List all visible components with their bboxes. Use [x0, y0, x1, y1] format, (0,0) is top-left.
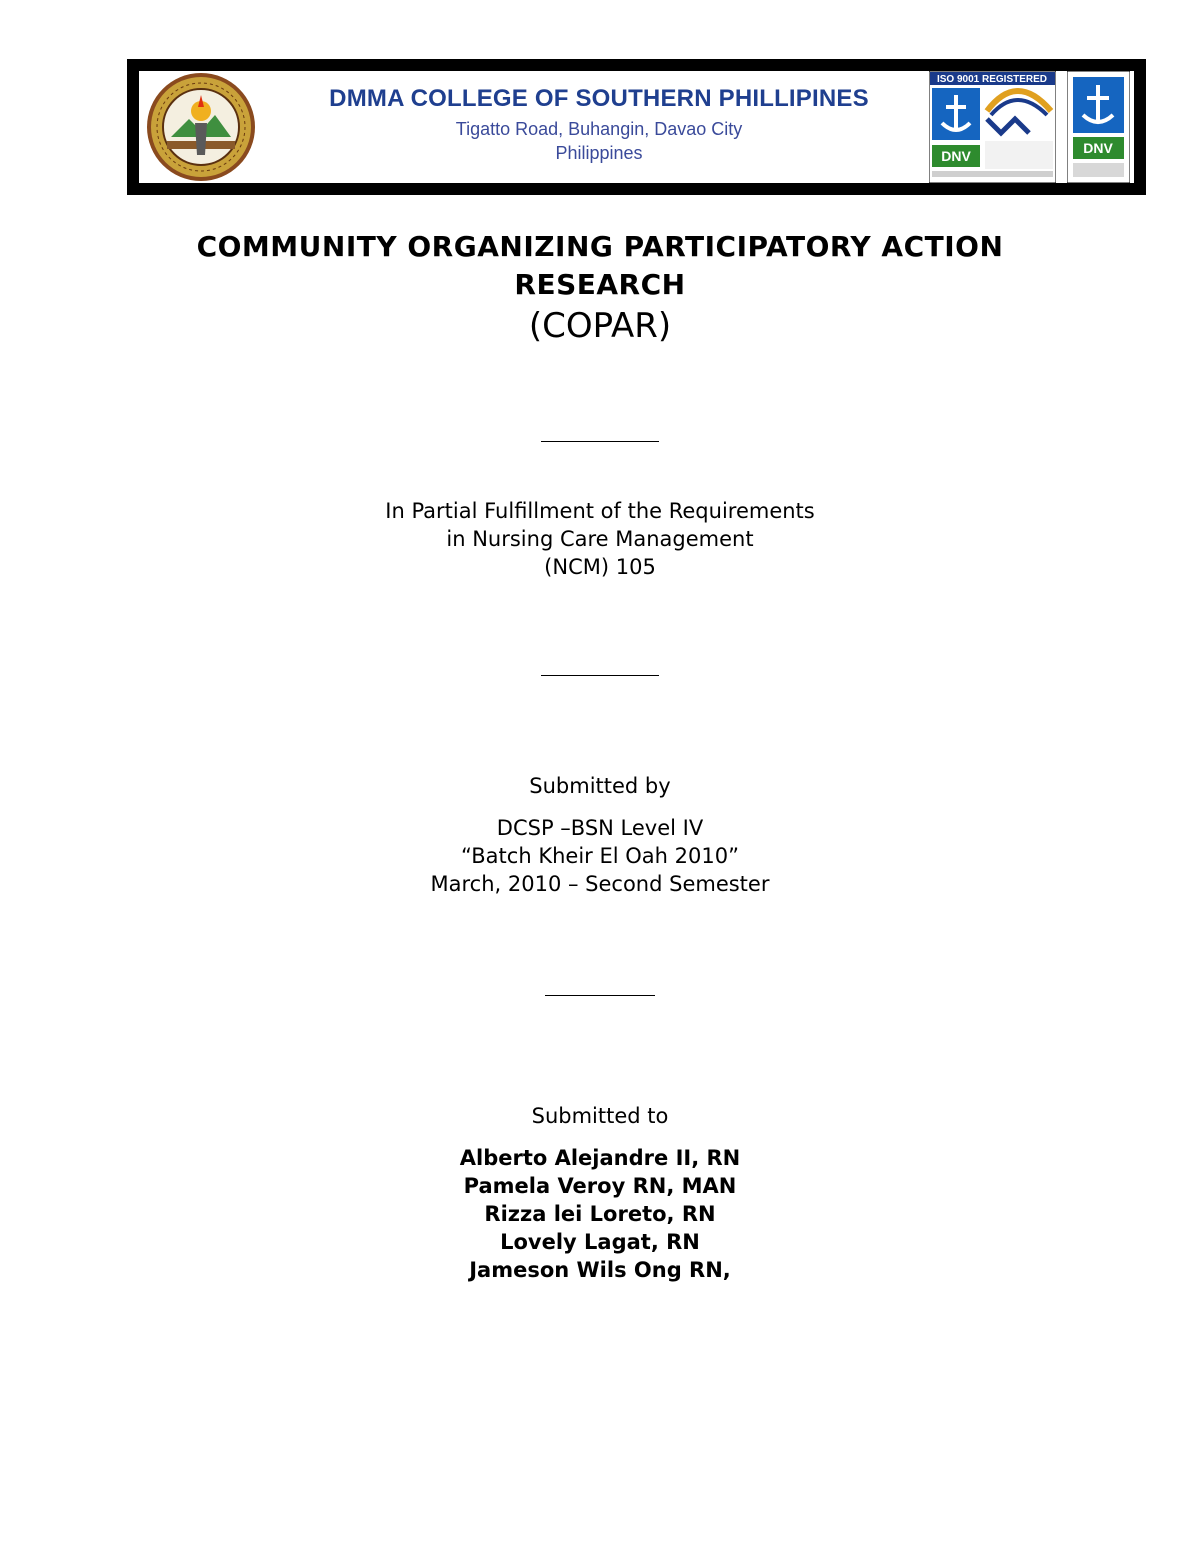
requirements-block [0, 497, 1200, 581]
dnv-label-2: DNV [1083, 140, 1113, 156]
iso-registered-logo [929, 71, 1056, 183]
submitted-by-label: Submitted by [529, 774, 671, 798]
advisers-list [0, 1144, 1200, 1284]
letterhead [139, 71, 1134, 183]
college-name: DMMA COLLEGE OF SOUTHERN PHILLIPINES [329, 85, 869, 112]
title-abbreviation: (COPAR) [528, 306, 672, 346]
adviser-name: Jameson Wils Ong RN, [469, 1258, 731, 1282]
adviser-name: Lovely Lagat, RN [500, 1230, 700, 1254]
requirements-line-1: In Partial Fulfillment of the Requirements [385, 499, 815, 523]
document-title [0, 228, 1200, 304]
requirements-line-3: (NCM) 105 [544, 555, 656, 579]
dnv-label: DNV [941, 148, 971, 164]
submitted-to-label: Submitted to [531, 1104, 669, 1128]
title-line-1: COMMUNITY ORGANIZING PARTICIPATORY ACTION [196, 230, 1004, 263]
dnv-logo [1067, 71, 1130, 183]
title-line-2: RESEARCH [514, 268, 686, 301]
adviser-name: Rizza lei Loreto, RN [484, 1202, 716, 1226]
college-address-line2: Philippines [555, 143, 643, 163]
letterhead-band [127, 59, 1146, 195]
divider-2 [541, 675, 659, 676]
divider-3 [545, 995, 655, 996]
submitted-by-line-2: “Batch Kheir El Oah 2010” [461, 844, 739, 868]
iso-label: ISO 9001 REGISTERED [936, 74, 1048, 85]
college-info [279, 85, 919, 165]
submitted-by-block [0, 814, 1200, 898]
college-address-line1: Tigatto Road, Buhangin, Davao City [455, 119, 743, 139]
submitted-by-line-1: DCSP –BSN Level IV [496, 816, 704, 840]
college-seal-icon [145, 71, 257, 183]
divider-1 [541, 441, 659, 442]
adviser-name: Pamela Veroy RN, MAN [463, 1174, 737, 1198]
submitted-by-line-3: March, 2010 – Second Semester [430, 872, 770, 896]
requirements-line-2: in Nursing Care Management [446, 527, 754, 551]
adviser-name: Alberto Alejandre II, RN [459, 1146, 741, 1170]
